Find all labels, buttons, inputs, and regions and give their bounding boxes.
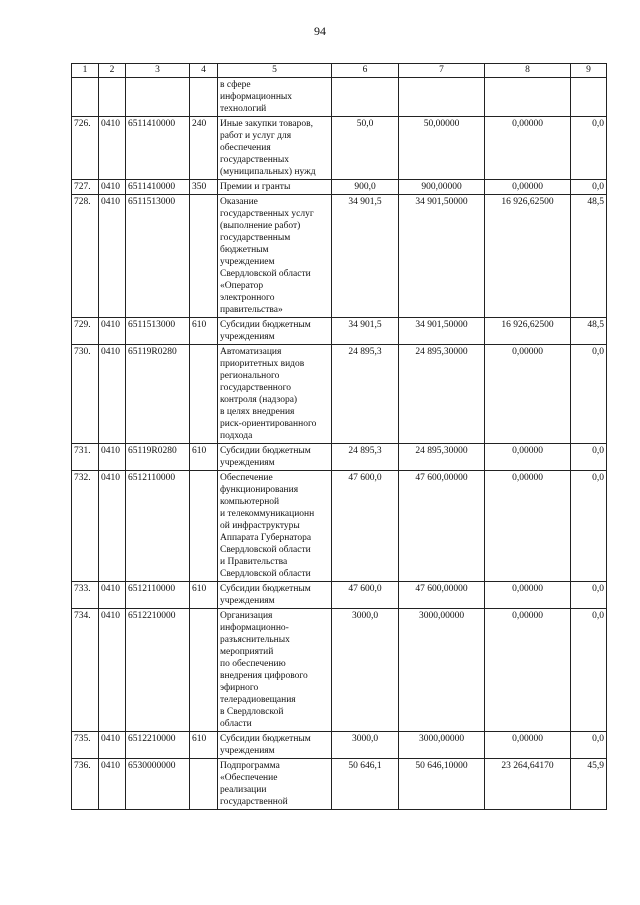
executed-amount-cell: 0,00000 [485, 609, 571, 732]
section-code-cell: 0410 [99, 732, 126, 759]
col-header-6: 6 [332, 64, 399, 78]
description-line: бюджетным [220, 245, 269, 255]
target-article-cell: 6511410000 [126, 117, 190, 180]
executed-amount-cell: 0,00000 [485, 471, 571, 582]
refined-amount-cell: 3000,00000 [399, 732, 485, 759]
refined-amount-cell: 50 646,10000 [399, 759, 485, 810]
expense-type-cell [190, 345, 218, 444]
table-row [72, 471, 607, 582]
execution-percent-cell: 0,0 [571, 609, 607, 732]
section-code-cell: 0410 [99, 195, 126, 318]
section-code-cell: 0410 [99, 180, 126, 195]
expense-type-cell: 240 [190, 117, 218, 180]
refined-amount-cell: 50,00000 [399, 117, 485, 180]
execution-percent-cell: 48,5 [571, 318, 607, 345]
row-number-cell: 726. [72, 117, 99, 180]
description-line: эфирного [220, 683, 259, 693]
table-row [72, 444, 607, 471]
expense-type-cell [190, 195, 218, 318]
refined-amount-cell: 24 895,30000 [399, 345, 485, 444]
description-cell [218, 444, 332, 471]
col-header-4: 4 [190, 64, 218, 78]
target-article-cell: 6512210000 [126, 609, 190, 732]
description-line: Субсидии бюджетным [220, 320, 311, 330]
target-article-cell: 6511513000 [126, 318, 190, 345]
description-line: Автоматизация [220, 347, 282, 357]
description-line: Премии и гранты [220, 182, 291, 192]
executed-amount-cell: 0,00000 [485, 180, 571, 195]
description-line: реализации [220, 785, 267, 795]
description-line: в сфере [220, 80, 251, 90]
section-code-cell: 0410 [99, 471, 126, 582]
table-row [72, 180, 607, 195]
description-line: учреждениям [220, 458, 275, 468]
executed-amount-cell: 0,00000 [485, 345, 571, 444]
execution-percent-cell: 0,0 [571, 345, 607, 444]
row-number-cell: 736. [72, 759, 99, 810]
description-cell [218, 759, 332, 810]
row-number-cell: 733. [72, 582, 99, 609]
expense-type-cell [190, 759, 218, 810]
description-cell [218, 117, 332, 180]
refined-amount-cell: 900,00000 [399, 180, 485, 195]
executed-amount-cell [485, 78, 571, 117]
section-code-cell: 0410 [99, 444, 126, 471]
refined-amount-cell: 34 901,50000 [399, 318, 485, 345]
description-cell [218, 582, 332, 609]
description-line: разъяснительных [220, 635, 290, 645]
description-line: мероприятий [220, 647, 274, 657]
description-line: функционирования [220, 485, 299, 495]
section-code-cell: 0410 [99, 318, 126, 345]
description-line: учреждениям [220, 332, 275, 342]
col-header-8: 8 [485, 64, 571, 78]
execution-percent-cell: 0,0 [571, 117, 607, 180]
target-article-cell: 6511410000 [126, 180, 190, 195]
target-article-cell: 6511513000 [126, 195, 190, 318]
col-header-2: 2 [99, 64, 126, 78]
description-line: Субсидии бюджетным [220, 446, 311, 456]
target-article-cell: 6530000000 [126, 759, 190, 810]
row-number-cell: 729. [72, 318, 99, 345]
description-line: учреждениям [220, 746, 275, 756]
approved-amount-cell: 3000,0 [332, 732, 399, 759]
description-line: области [220, 719, 252, 729]
description-line: риск-ориентированного [220, 419, 317, 429]
refined-amount-cell [399, 78, 485, 117]
budget-table [71, 63, 607, 810]
table-row [72, 609, 607, 732]
description-line: по обеспечению [220, 659, 286, 669]
approved-amount-cell: 3000,0 [332, 609, 399, 732]
description-line: государственным [220, 233, 291, 243]
description-line: Свердловской области [220, 545, 311, 555]
approved-amount-cell: 47 600,0 [332, 582, 399, 609]
description-line: Оказание [220, 197, 258, 207]
refined-amount-cell: 47 600,00000 [399, 582, 485, 609]
refined-amount-cell: 34 901,50000 [399, 195, 485, 318]
refined-amount-cell: 3000,00000 [399, 609, 485, 732]
approved-amount-cell: 900,0 [332, 180, 399, 195]
execution-percent-cell: 0,0 [571, 732, 607, 759]
col-header-3: 3 [126, 64, 190, 78]
target-article-cell: 6512110000 [126, 471, 190, 582]
description-line: технологий [220, 104, 267, 114]
page-number: 94 [314, 24, 326, 38]
row-number-cell: 734. [72, 609, 99, 732]
approved-amount-cell: 24 895,3 [332, 444, 399, 471]
approved-amount-cell: 50,0 [332, 117, 399, 180]
col-header-5: 5 [218, 64, 332, 78]
description-line: «Оператор [220, 281, 264, 291]
execution-percent-cell: 0,0 [571, 180, 607, 195]
description-cell [218, 318, 332, 345]
description-line: приоритетных видов [220, 359, 305, 369]
description-line: (муниципальных) нужд [220, 167, 316, 177]
execution-percent-cell: 45,9 [571, 759, 607, 810]
description-line: Субсидии бюджетным [220, 734, 311, 744]
description-line: Субсидии бюджетным [220, 584, 311, 594]
description-cell [218, 180, 332, 195]
description-line: Подпрограмма [220, 761, 280, 771]
executed-amount-cell: 0,00000 [485, 444, 571, 471]
description-cell [218, 732, 332, 759]
expense-type-cell: 350 [190, 180, 218, 195]
row-number-cell: 731. [72, 444, 99, 471]
table-row [72, 345, 607, 444]
section-code-cell [99, 78, 126, 117]
description-line: Иные закупки товаров, [220, 119, 313, 129]
expense-type-cell [190, 471, 218, 582]
description-line: телерадиовещания [220, 695, 296, 705]
description-cell [218, 471, 332, 582]
refined-amount-cell: 24 895,30000 [399, 444, 485, 471]
approved-amount-cell: 24 895,3 [332, 345, 399, 444]
description-line: информационно- [220, 623, 289, 633]
executed-amount-cell: 23 264,64170 [485, 759, 571, 810]
table-row [72, 117, 607, 180]
description-line: подхода [220, 431, 253, 441]
col-header-1: 1 [72, 64, 99, 78]
description-line: Аппарата Губернатора [220, 533, 312, 543]
table-row [72, 759, 607, 810]
target-article-cell: 65119R0280 [126, 345, 190, 444]
execution-percent-cell: 0,0 [571, 444, 607, 471]
description-cell [218, 609, 332, 732]
description-line: Свердловской области [220, 569, 311, 579]
description-cell [218, 195, 332, 318]
description-line: «Обеспечение [220, 773, 278, 783]
expense-type-cell: 610 [190, 582, 218, 609]
description-line: (выполнение работ) [220, 221, 301, 231]
description-line: Обеспечение [220, 473, 273, 483]
approved-amount-cell: 34 901,5 [332, 318, 399, 345]
executed-amount-cell: 16 926,62500 [485, 195, 571, 318]
description-line: компьютерной [220, 497, 280, 507]
description-line: ой инфраструктуры [220, 521, 300, 531]
description-line: в целях внедрения [220, 407, 295, 417]
table-row [72, 78, 607, 117]
section-code-cell: 0410 [99, 582, 126, 609]
description-line: в Свердловской [220, 707, 284, 717]
description-line: внедрения цифрового [220, 671, 308, 681]
section-code-cell: 0410 [99, 759, 126, 810]
expense-type-cell [190, 609, 218, 732]
description-cell [218, 345, 332, 444]
description-line: регионального [220, 371, 280, 381]
description-line: правительства» [220, 305, 283, 315]
description-line: контроля (надзора) [220, 395, 298, 405]
approved-amount-cell: 47 600,0 [332, 471, 399, 582]
description-line: учреждениям [220, 596, 275, 606]
description-line: государственного [220, 383, 292, 393]
header-row [72, 64, 607, 78]
description-line: Организация [220, 611, 273, 621]
col-header-7: 7 [399, 64, 485, 78]
approved-amount-cell: 50 646,1 [332, 759, 399, 810]
description-line: работ и услуг для [220, 131, 292, 141]
description-line: учреждением [220, 257, 275, 267]
executed-amount-cell: 0,00000 [485, 732, 571, 759]
description-line: и Правительства [220, 557, 288, 567]
description-line: Свердловской области [220, 269, 311, 279]
expense-type-cell: 610 [190, 732, 218, 759]
row-number-cell [72, 78, 99, 117]
row-number-cell: 735. [72, 732, 99, 759]
col-header-9: 9 [571, 64, 607, 78]
description-line: электронного [220, 293, 275, 303]
table-row [72, 195, 607, 318]
executed-amount-cell: 0,00000 [485, 582, 571, 609]
executed-amount-cell: 0,00000 [485, 117, 571, 180]
section-code-cell: 0410 [99, 609, 126, 732]
execution-percent-cell [571, 78, 607, 117]
target-article-cell: 6512210000 [126, 732, 190, 759]
target-article-cell [126, 78, 190, 117]
target-article-cell: 65119R0280 [126, 444, 190, 471]
row-number-cell: 730. [72, 345, 99, 444]
execution-percent-cell: 48,5 [571, 195, 607, 318]
execution-percent-cell: 0,0 [571, 471, 607, 582]
expense-type-cell [190, 78, 218, 117]
target-article-cell: 6512110000 [126, 582, 190, 609]
description-line: и телекоммуникационн [220, 509, 315, 519]
description-line: государственных услуг [220, 209, 314, 219]
row-number-cell: 728. [72, 195, 99, 318]
approved-amount-cell: 34 901,5 [332, 195, 399, 318]
description-line: государственной [220, 797, 288, 807]
expense-type-cell: 610 [190, 318, 218, 345]
row-number-cell: 732. [72, 471, 99, 582]
table-body [72, 78, 607, 810]
description-cell [218, 78, 332, 117]
section-code-cell: 0410 [99, 345, 126, 444]
section-code-cell: 0410 [99, 117, 126, 180]
expense-type-cell: 610 [190, 444, 218, 471]
description-line: обеспечения [220, 143, 271, 153]
executed-amount-cell: 16 926,62500 [485, 318, 571, 345]
row-number-cell: 727. [72, 180, 99, 195]
description-line: информационных [220, 92, 293, 102]
table-row [72, 732, 607, 759]
description-line: государственных [220, 155, 290, 165]
refined-amount-cell: 47 600,00000 [399, 471, 485, 582]
table-row [72, 582, 607, 609]
approved-amount-cell [332, 78, 399, 117]
table-row [72, 318, 607, 345]
execution-percent-cell: 0,0 [571, 582, 607, 609]
